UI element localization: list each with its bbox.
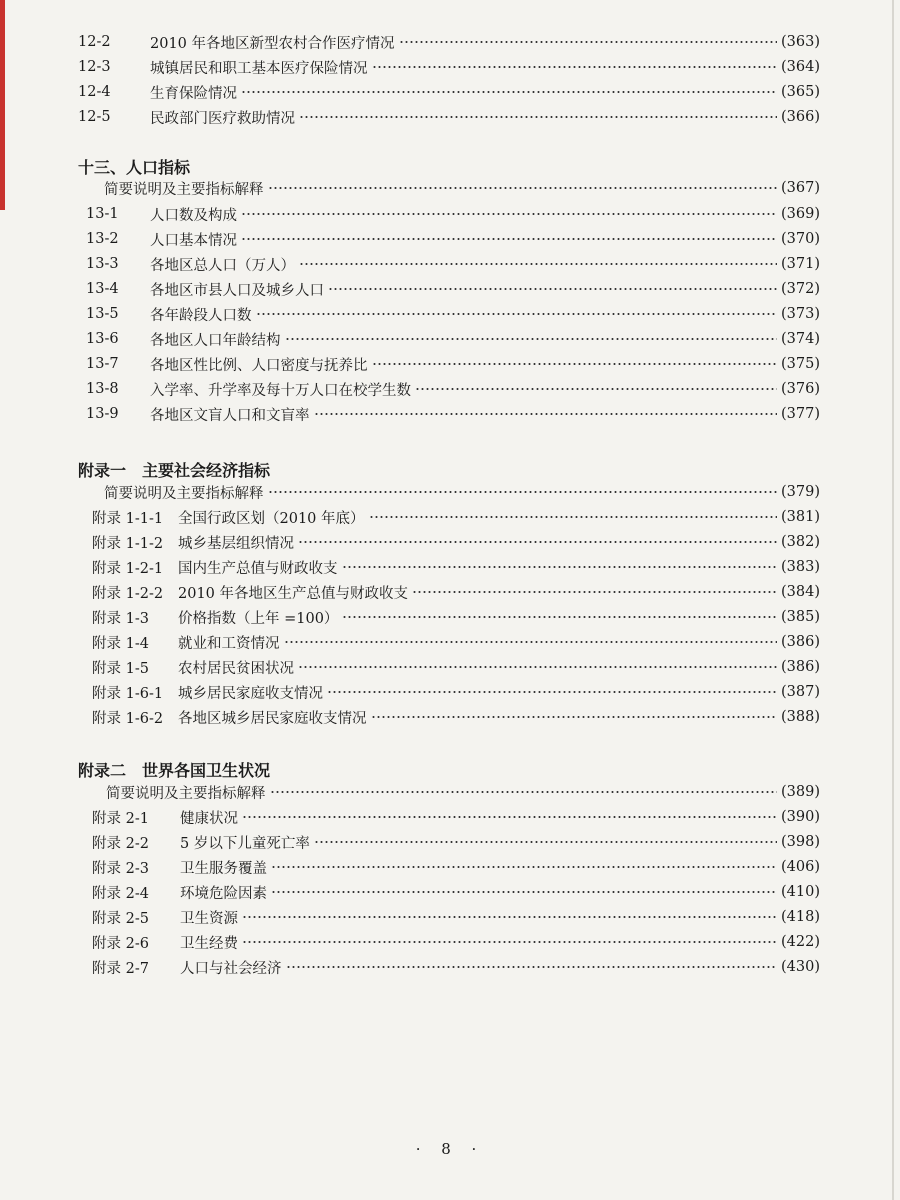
- entry-number: 附录 2-4: [92, 885, 149, 902]
- entry-number: 附录 2-3: [92, 860, 149, 877]
- leader-dots: [285, 338, 778, 340]
- entry-title: 2010 年各地区生产总值与财政收支: [178, 585, 409, 602]
- entry-page: (374): [781, 331, 820, 347]
- leader-dots: [268, 187, 778, 189]
- entry-page: (377): [781, 406, 820, 422]
- entry-page: (371): [781, 256, 820, 272]
- entry-number: 附录 1-6-2: [92, 710, 164, 727]
- entry-title: 各地区城乡居民家庭收支情况: [178, 710, 367, 727]
- leader-dots: [371, 716, 778, 718]
- entry-title: 简要说明及主要指标解释: [104, 181, 264, 198]
- entry-title: 健康状况: [180, 810, 238, 827]
- leader-dots: [327, 691, 777, 693]
- toc-entry[interactable]: [92, 955, 820, 979]
- entry-page: (370): [781, 231, 820, 247]
- entry-title: 卫生经费: [180, 935, 238, 952]
- leader-dots: [298, 541, 777, 543]
- entry-page: (381): [781, 509, 820, 525]
- entry-title: 农村居民贫困状况: [178, 660, 294, 677]
- leader-dots: [241, 91, 777, 93]
- leader-dots: [299, 116, 777, 118]
- entry-title: 各地区人口年龄结构: [150, 332, 281, 349]
- entry-page: (406): [781, 859, 820, 875]
- leader-dots: [372, 66, 778, 68]
- entry-number: 附录 1-4: [92, 635, 149, 652]
- leader-dots: [415, 388, 777, 390]
- entry-number: 附录 1-1-1: [92, 510, 164, 527]
- entry-page: (363): [781, 34, 820, 50]
- entry-page: (422): [781, 934, 820, 950]
- entry-title: 人口基本情况: [150, 232, 237, 249]
- leader-dots: [241, 238, 777, 240]
- toc-entry[interactable]: [86, 352, 820, 376]
- section-heading: 附录一 主要社会经济指标: [78, 461, 271, 480]
- entry-title: 就业和工资情况: [178, 635, 280, 652]
- entry-page: (389): [781, 784, 820, 800]
- entry-number: 附录 1-3: [92, 610, 149, 627]
- leader-dots: [342, 616, 777, 618]
- entry-number: 12-3: [78, 59, 111, 75]
- entry-number: 附录 2-5: [92, 910, 149, 927]
- page-edge-red-mark: [0, 0, 5, 210]
- leader-dots: [242, 941, 777, 943]
- leader-dots: [241, 213, 777, 215]
- entry-page: (386): [781, 659, 820, 675]
- leader-dots: [369, 516, 777, 518]
- toc-entry[interactable]: [92, 880, 820, 904]
- leader-dots: [298, 666, 777, 668]
- entry-page: (366): [781, 109, 820, 125]
- section-heading: 附录二 世界各国卫生状况: [78, 761, 271, 780]
- page-edge-shadow: [892, 0, 894, 1200]
- entry-page: (387): [781, 684, 820, 700]
- entry-title: 人口与社会经济: [180, 960, 282, 977]
- toc-entry[interactable]: [92, 555, 820, 579]
- leader-dots: [286, 966, 778, 968]
- entry-title: 各地区性比例、人口密度与抚养比: [150, 357, 368, 374]
- toc-entry[interactable]: [92, 705, 820, 729]
- toc-entry[interactable]: [86, 252, 820, 276]
- toc-entry[interactable]: [78, 55, 820, 79]
- toc-entry[interactable]: [86, 202, 820, 226]
- leader-dots: [284, 641, 778, 643]
- entry-title: 国内生产总值与财政收支: [178, 560, 338, 577]
- entry-page: (382): [781, 534, 820, 550]
- entry-title: 环境危险因素: [180, 885, 267, 902]
- leader-dots: [242, 916, 777, 918]
- leader-dots: [256, 313, 778, 315]
- entry-page: (398): [781, 834, 820, 850]
- entry-page: (379): [781, 484, 820, 500]
- entry-title: 价格指数（上年 =100）: [178, 610, 339, 627]
- entry-number: 13-3: [86, 256, 119, 272]
- entry-number: 附录 1-1-2: [92, 535, 164, 552]
- entry-title: 卫生资源: [180, 910, 238, 927]
- entry-title: 全国行政区划（2010 年底）: [178, 510, 365, 527]
- entry-page: (385): [781, 609, 820, 625]
- leader-dots: [314, 413, 778, 415]
- entry-number: 12-4: [78, 84, 111, 100]
- leader-dots: [314, 841, 777, 843]
- entry-number: 附录 2-1: [92, 810, 149, 827]
- page-number: · 8 ·: [415, 1140, 485, 1158]
- toc-entry[interactable]: [92, 580, 820, 604]
- toc-entry[interactable]: [92, 830, 820, 854]
- toc-entry[interactable]: [92, 605, 820, 629]
- entry-title: 简要说明及主要指标解释: [106, 785, 266, 802]
- entry-number: 12-2: [78, 34, 111, 50]
- toc-entry[interactable]: [86, 377, 820, 401]
- entry-number: 13-6: [86, 331, 119, 347]
- entry-page: (418): [781, 909, 820, 925]
- toc-entry[interactable]: [92, 905, 820, 929]
- entry-number: 13-9: [86, 406, 119, 422]
- entry-number: 13-8: [86, 381, 119, 397]
- entry-number: 附录 1-2-2: [92, 585, 164, 602]
- leader-dots: [270, 791, 778, 793]
- entry-number: 12-5: [78, 109, 111, 125]
- entry-page: (372): [781, 281, 820, 297]
- leader-dots: [268, 491, 778, 493]
- section-heading: 十三、人口指标: [78, 158, 191, 177]
- entry-title: 卫生服务覆盖: [180, 860, 267, 877]
- entry-page: (376): [781, 381, 820, 397]
- toc-entry[interactable]: [86, 402, 820, 426]
- entry-number: 13-7: [86, 356, 119, 372]
- entry-page: (384): [781, 584, 820, 600]
- entry-number: 13-5: [86, 306, 119, 322]
- toc-entry[interactable]: [92, 655, 820, 679]
- entry-page: (386): [781, 634, 820, 650]
- entry-page: (383): [781, 559, 820, 575]
- entry-title: 城乡居民家庭收支情况: [178, 685, 323, 702]
- entry-page: (410): [781, 884, 820, 900]
- entry-page: (365): [781, 84, 820, 100]
- entry-title: 城镇居民和职工基本医疗保险情况: [150, 60, 368, 77]
- entry-title: 各地区总人口（万人）: [150, 257, 295, 274]
- entry-number: 附录 2-2: [92, 835, 149, 852]
- toc-entry[interactable]: [92, 505, 820, 529]
- toc-entry[interactable]: [86, 227, 820, 251]
- toc-entry-intro[interactable]: [104, 176, 820, 200]
- toc-entry[interactable]: [92, 805, 820, 829]
- entry-number: 附录 1-2-1: [92, 560, 164, 577]
- entry-title: 人口数及构成: [150, 207, 237, 224]
- entry-number: 13-1: [86, 206, 119, 222]
- entry-page: (364): [781, 59, 820, 75]
- entry-page: (430): [781, 959, 820, 975]
- toc-entry[interactable]: [92, 530, 820, 554]
- leader-dots: [342, 566, 778, 568]
- toc-entry[interactable]: [78, 80, 820, 104]
- entry-title: 2010 年各地区新型农村合作医疗情况: [150, 35, 395, 52]
- entry-title: 各年龄段人口数: [150, 307, 252, 324]
- entry-title: 各地区文盲人口和文盲率: [150, 407, 310, 424]
- entry-page: (388): [781, 709, 820, 725]
- entry-number: 附录 2-7: [92, 960, 149, 977]
- entry-title: 民政部门医疗救助情况: [150, 110, 295, 127]
- entry-page: (375): [781, 356, 820, 372]
- entry-title: 简要说明及主要指标解释: [104, 485, 264, 502]
- entry-page: (373): [781, 306, 820, 322]
- toc-entry[interactable]: [92, 930, 820, 954]
- entry-title: 城乡基层组织情况: [178, 535, 294, 552]
- entry-number: 附录 2-6: [92, 935, 149, 952]
- entry-title: 各地区市县人口及城乡人口: [150, 282, 324, 299]
- entry-page: (369): [781, 206, 820, 222]
- entry-number: 13-2: [86, 231, 119, 247]
- entry-number: 附录 1-6-1: [92, 685, 164, 702]
- entry-title: 入学率、升学率及每十万人口在校学生数: [150, 382, 411, 399]
- toc-entry[interactable]: [78, 105, 820, 129]
- entry-number: 附录 1-5: [92, 660, 149, 677]
- toc-entry[interactable]: [92, 855, 820, 879]
- toc-entry-intro[interactable]: [104, 480, 820, 504]
- leader-dots: [299, 263, 777, 265]
- toc-entry[interactable]: [92, 680, 820, 704]
- leader-dots: [271, 866, 777, 868]
- leader-dots: [328, 288, 777, 290]
- toc-entry[interactable]: [78, 30, 820, 54]
- entry-number: 13-4: [86, 281, 119, 297]
- leader-dots: [242, 816, 777, 818]
- leader-dots: [399, 41, 777, 43]
- entry-title: 生育保险情况: [150, 85, 237, 102]
- toc-entry[interactable]: [86, 327, 820, 351]
- toc-entry-intro[interactable]: [106, 780, 820, 804]
- toc-entry[interactable]: [86, 302, 820, 326]
- entry-page: (390): [781, 809, 820, 825]
- toc-entry[interactable]: [86, 277, 820, 301]
- leader-dots: [271, 891, 777, 893]
- toc-entry[interactable]: [92, 630, 820, 654]
- leader-dots: [412, 591, 777, 593]
- leader-dots: [372, 363, 778, 365]
- entry-title: 5 岁以下儿童死亡率: [180, 835, 310, 852]
- entry-page: (367): [781, 180, 820, 196]
